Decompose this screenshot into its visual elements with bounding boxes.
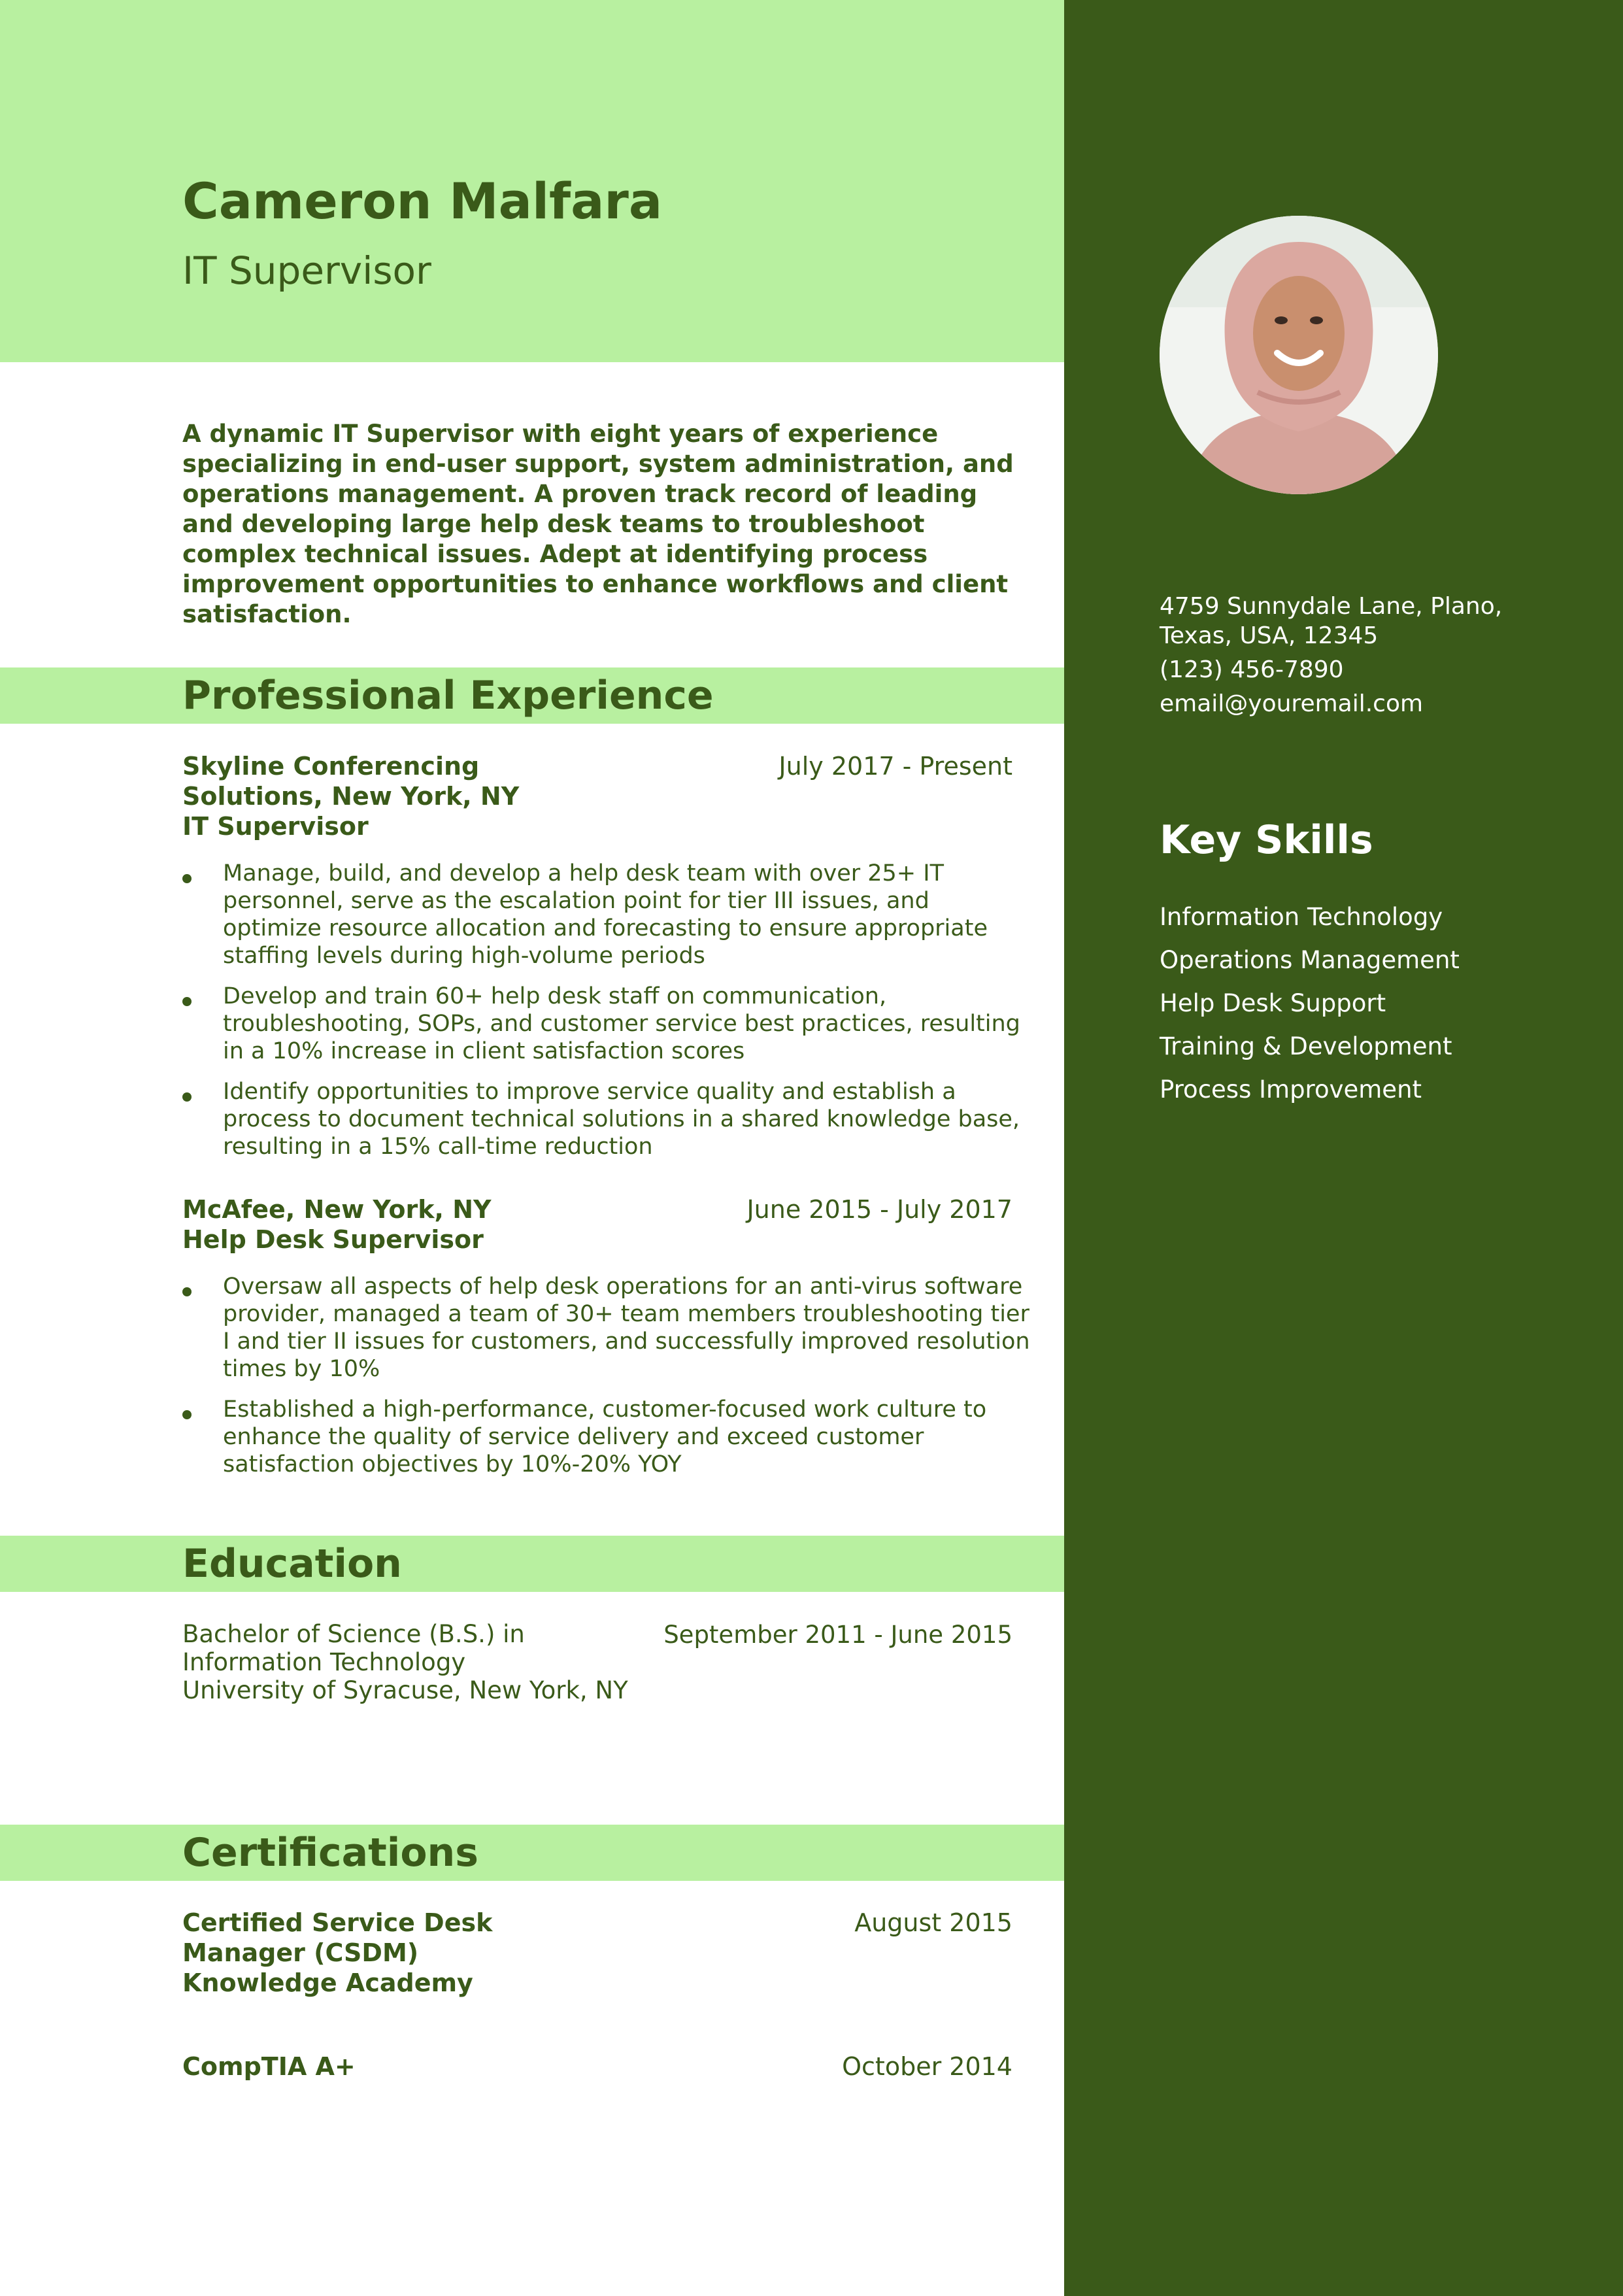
profile-photo-image (1160, 216, 1438, 494)
bullet-icon (182, 1410, 192, 1419)
job-2-bullets (182, 1273, 1032, 1491)
resume-name: Cameron Malfara (182, 172, 663, 230)
contact-phone: (123) 456-7890 (1160, 656, 1344, 683)
certifications-band (0, 1825, 1064, 1881)
education-heading: Education (182, 1541, 402, 1587)
list-item: Develop and train 60+ help desk staff on communication, troubleshooting, SOPs, and customer service best practices, resulting in a 10% increase in client satisfaction scores (182, 983, 1032, 1065)
list-item: Oversaw all aspects of help desk operations for an anti-virus software provider, managed a team of 30+ team members troubleshooting tier I and tier II issues for customers, and successfully improved resolution times by 10% (182, 1273, 1032, 1383)
cert-2-name: CompTIA A+ (182, 2052, 356, 2081)
job-1-header (182, 751, 751, 841)
certifications-heading: Certifications (182, 1830, 478, 1876)
skill-item: Process Improvement (1160, 1075, 1422, 1104)
cert-2-date: October 2014 (842, 2052, 1012, 2081)
job-1-bullets (182, 860, 1032, 1173)
skill-item: Help Desk Support (1160, 989, 1386, 1017)
list-item: Established a high-performance, customer-focused work culture to enhance the quality of service delivery and exceed customer satisfaction objectives by 10%-20% YOY (182, 1396, 1032, 1478)
job-title: IT Supervisor (182, 248, 431, 293)
cert-1-issuer: Knowledge Academy (182, 1968, 473, 1997)
cert-1-name: Certified Service Desk Manager (CSDM) (182, 1908, 493, 1967)
job-1-role: IT Supervisor (182, 812, 369, 841)
job-1-dates: July 2017 - Present (778, 752, 1012, 781)
job-1-company: Skyline Conferencing Solutions, New York, NY (182, 752, 520, 811)
contact-email: email@youremail.com (1160, 690, 1424, 717)
profile-photo (1160, 216, 1438, 494)
bullet-icon (182, 1092, 192, 1102)
education-school: University of Syracuse, New York, NY (182, 1676, 628, 1704)
skill-item: Operations Management (1160, 946, 1460, 974)
education-degree: Bachelor of Science (B.S.) in Information Technology (182, 1620, 525, 1676)
skills-list (1160, 896, 1460, 1111)
bullet-icon (182, 997, 192, 1006)
contact-info (1160, 592, 1526, 723)
experience-heading: Professional Experience (182, 673, 714, 718)
cert-1 (182, 1908, 751, 1998)
skill-item: Information Technology (1160, 903, 1443, 931)
list-item: Identify opportunities to improve service quality and establish a process to document technical solutions in a shared knowledge base, resulting in a 15% call-time reduction (182, 1078, 1032, 1160)
job-2-company: McAfee, New York, NY (182, 1195, 492, 1224)
cert-1-date: August 2015 (854, 1908, 1012, 1937)
job-2-dates: June 2015 - July 2017 (746, 1195, 1012, 1224)
bullet-icon (182, 874, 192, 883)
cert-2 (182, 2051, 751, 2082)
skill-item: Training & Development (1160, 1032, 1452, 1060)
bullet-icon (182, 1287, 192, 1296)
contact-address: 4759 Sunnydale Lane, Plano, Texas, USA, 12345 (1160, 593, 1503, 649)
skills-heading: Key Skills (1160, 817, 1373, 863)
list-item: Manage, build, and develop a help desk team with over 25+ IT personnel, serve as the escalation point for tier III issues, and optimize resource allocation and forecasting to ensure appropriate staffing levels during high-volume periods (182, 860, 1032, 970)
profile-summary: A dynamic IT Supervisor with eight years of experience specializing in end-user support, system administration, and operations management. A proven track record of leading and developing large help desk teams to troubleshoot complex technical issues. Adept at identifying process improvement opportunities to enhance workflows and client satisfaction. (182, 420, 1014, 628)
education-details (182, 1620, 705, 1704)
job-2-role: Help Desk Supervisor (182, 1225, 484, 1254)
education-dates: September 2011 - June 2015 (663, 1621, 1012, 1649)
education-band (0, 1536, 1064, 1592)
job-2-header (182, 1194, 751, 1255)
